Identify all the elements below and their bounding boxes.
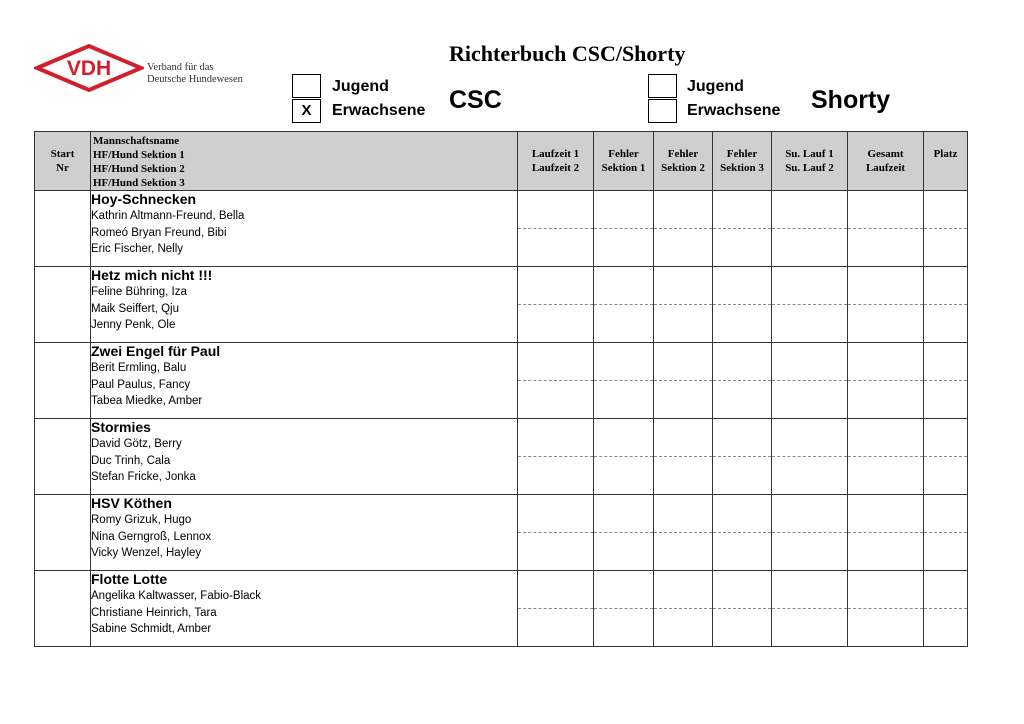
laufzeit-cell[interactable]: [518, 343, 594, 419]
dashed-divider: [518, 608, 593, 609]
gesamt-cell[interactable]: [848, 571, 924, 647]
header-fehler-1: Fehler Sektion 1: [594, 132, 654, 191]
dashed-divider: [654, 456, 712, 457]
shorty-jugend-label: Jugend: [687, 78, 744, 95]
start-nr-cell[interactable]: [35, 267, 91, 343]
su-lauf-cell[interactable]: [772, 343, 848, 419]
laufzeit-cell[interactable]: [518, 191, 594, 267]
dashed-divider: [713, 380, 771, 381]
dashed-divider: [654, 304, 712, 305]
table-row: [35, 343, 968, 419]
table-body: [35, 191, 968, 647]
gesamt-cell[interactable]: [848, 191, 924, 267]
dashed-divider: [848, 456, 923, 457]
fehler-1-cell[interactable]: [594, 495, 654, 571]
dashed-divider: [518, 456, 593, 457]
dashed-divider: [848, 608, 923, 609]
team-name: Stormies: [91, 419, 151, 435]
gesamt-cell[interactable]: [848, 495, 924, 571]
handler-dog: Angelika Kaltwasser, Fabio-Black: [91, 590, 262, 602]
handler-dog: David Götz, Berry: [91, 438, 182, 450]
start-nr-cell[interactable]: [35, 191, 91, 267]
dashed-divider: [848, 532, 923, 533]
su-lauf-cell[interactable]: [772, 191, 848, 267]
dashed-divider: [713, 304, 771, 305]
dashed-divider: [594, 304, 653, 305]
platz-cell[interactable]: [924, 343, 968, 419]
vdh-logo: [34, 44, 144, 92]
dashed-divider: [518, 532, 593, 533]
handler-dog: Romy Grizuk, Hugo: [91, 514, 192, 526]
header-team: Mannschaftsname HF/Hund Sektion 1 HF/Hund Sektion 2 HF/Hund Sektion 3: [91, 132, 518, 191]
fehler-2-cell[interactable]: [654, 571, 713, 647]
fehler-2-cell[interactable]: [654, 267, 713, 343]
dashed-divider: [594, 608, 653, 609]
fehler-1-cell[interactable]: [594, 419, 654, 495]
header-start-nr: Start Nr: [35, 132, 91, 191]
team-cell: [91, 191, 518, 267]
table-row: [35, 571, 968, 647]
start-nr-cell[interactable]: [35, 495, 91, 571]
handler-dog: Jenny Penk, Ole: [91, 319, 176, 331]
dashed-divider: [924, 304, 967, 305]
dashed-divider: [654, 228, 712, 229]
fehler-3-cell[interactable]: [713, 267, 772, 343]
fehler-2-cell[interactable]: [654, 495, 713, 571]
dashed-divider: [924, 608, 967, 609]
team-name: HSV Köthen: [91, 495, 172, 511]
table-row: [35, 267, 968, 343]
table-row: [35, 419, 968, 495]
logo-abbreviation: VDH: [66, 57, 112, 80]
team-cell: [91, 343, 518, 419]
handler-dog: Paul Paulus, Fancy: [91, 378, 191, 391]
fehler-2-cell[interactable]: [654, 343, 713, 419]
dashed-divider: [772, 380, 847, 381]
laufzeit-cell[interactable]: [518, 571, 594, 647]
csc-jugend-checkbox[interactable]: [292, 74, 321, 98]
team-name: Hoy-Schnecken: [91, 191, 197, 207]
page-title: Richterbuch CSC/Shorty: [449, 41, 686, 66]
su-lauf-cell[interactable]: [772, 267, 848, 343]
header-platz: Platz: [924, 132, 968, 191]
su-lauf-cell[interactable]: [772, 495, 848, 571]
dashed-divider: [924, 228, 967, 229]
gesamt-cell[interactable]: [848, 419, 924, 495]
logo-text: [147, 62, 243, 86]
dashed-divider: [772, 228, 847, 229]
dashed-divider: [594, 228, 653, 229]
start-nr-cell[interactable]: [35, 419, 91, 495]
handler-dog: Tabea Miedke, Amber: [91, 395, 203, 407]
fehler-1-cell[interactable]: [594, 267, 654, 343]
handler-dog: Christiane Heinrich, Tara: [91, 606, 217, 619]
laufzeit-cell[interactable]: [518, 495, 594, 571]
platz-cell[interactable]: [924, 191, 968, 267]
fehler-3-cell[interactable]: [713, 191, 772, 267]
team-cell: [91, 571, 518, 647]
dashed-divider: [772, 608, 847, 609]
csc-label: CSC: [449, 86, 502, 114]
dashed-divider: [772, 532, 847, 533]
fehler-1-cell[interactable]: [594, 343, 654, 419]
dashed-divider: [713, 532, 771, 533]
team-name: Hetz mich nicht !!!: [91, 267, 213, 283]
start-nr-cell[interactable]: [35, 343, 91, 419]
logo-line-2: Deutsche Hundewesen: [147, 74, 243, 85]
scoring-table: [34, 131, 968, 647]
gesamt-cell[interactable]: [848, 267, 924, 343]
fehler-3-cell[interactable]: [713, 343, 772, 419]
dashed-divider: [848, 228, 923, 229]
dashed-divider: [924, 380, 967, 381]
platz-cell[interactable]: [924, 571, 968, 647]
handler-dog: Nina Gerngroß, Lennox: [91, 530, 212, 543]
header-fehler-2: Fehler Sektion 2: [654, 132, 713, 191]
header-su-lauf: Su. Lauf 1 Su. Lauf 2: [772, 132, 848, 191]
fehler-2-cell[interactable]: [654, 191, 713, 267]
fehler-3-cell[interactable]: [713, 419, 772, 495]
dashed-divider: [713, 228, 771, 229]
dashed-divider: [772, 456, 847, 457]
handler-dog: Eric Fischer, Nelly: [91, 243, 184, 255]
shorty-jugend-checkbox[interactable]: [648, 74, 677, 98]
platz-cell[interactable]: [924, 419, 968, 495]
handler-dog: Duc Trinh, Cala: [91, 454, 171, 467]
shorty-label: Shorty: [811, 86, 891, 114]
su-lauf-cell[interactable]: [772, 571, 848, 647]
shorty-erwachsene-label: Erwachsene: [687, 102, 781, 119]
dashed-divider: [713, 608, 771, 609]
fehler-3-cell[interactable]: [713, 495, 772, 571]
dashed-divider: [654, 532, 712, 533]
dashed-divider: [654, 608, 712, 609]
platz-cell[interactable]: [924, 495, 968, 571]
dashed-divider: [594, 380, 653, 381]
dashed-divider: [654, 380, 712, 381]
dashed-divider: [518, 304, 593, 305]
dashed-divider: [594, 532, 653, 533]
dashed-divider: [518, 228, 593, 229]
gesamt-cell[interactable]: [848, 343, 924, 419]
table-header-row: [35, 132, 968, 191]
dashed-divider: [848, 380, 923, 381]
team-name: Flotte Lotte: [91, 571, 168, 587]
dashed-divider: [924, 456, 967, 457]
handler-dog: Maik Seiffert, Qju: [91, 302, 179, 315]
table-row: [35, 495, 968, 571]
dashed-divider: [594, 456, 653, 457]
platz-cell[interactable]: [924, 267, 968, 343]
csc-erwachsene-label: Erwachsene: [332, 102, 426, 119]
header-fehler-3: Fehler Sektion 3: [713, 132, 772, 191]
start-nr-cell[interactable]: [35, 571, 91, 647]
dashed-divider: [848, 304, 923, 305]
dashed-divider: [713, 456, 771, 457]
dashed-divider: [924, 532, 967, 533]
team-cell: [91, 267, 518, 343]
fehler-3-cell[interactable]: [713, 571, 772, 647]
dashed-divider: [518, 380, 593, 381]
handler-dog: Kathrin Altmann-Freund, Bella: [91, 210, 245, 222]
csc-jugend-label: Jugend: [332, 78, 389, 95]
team-name: Zwei Engel für Paul: [91, 343, 221, 359]
handler-dog: Stefan Fricke, Jonka: [91, 471, 196, 483]
csc-erwachsene-checkbox[interactable]: X: [292, 99, 321, 123]
fehler-1-cell[interactable]: [594, 191, 654, 267]
dashed-divider: [772, 304, 847, 305]
team-cell: [91, 495, 518, 571]
handler-dog: Vicky Wenzel, Hayley: [91, 547, 202, 559]
header-laufzeit: Laufzeit 1 Laufzeit 2: [518, 132, 594, 191]
handler-dog: Berit Ermling, Balu: [91, 362, 187, 374]
header-gesamt: Gesamt Laufzeit: [848, 132, 924, 191]
su-lauf-cell[interactable]: [772, 419, 848, 495]
laufzeit-cell[interactable]: [518, 419, 594, 495]
fehler-2-cell[interactable]: [654, 419, 713, 495]
handler-dog: Sabine Schmidt, Amber: [91, 623, 212, 635]
fehler-1-cell[interactable]: [594, 571, 654, 647]
handler-dog: Feline Bühring, Iza: [91, 286, 187, 298]
handler-dog: Romeó Bryan Freund, Bibi: [91, 226, 227, 239]
table-row: [35, 191, 968, 267]
team-cell: [91, 419, 518, 495]
laufzeit-cell[interactable]: [518, 267, 594, 343]
shorty-erwachsene-checkbox[interactable]: [648, 99, 677, 123]
logo-line-1: Verband für das: [147, 62, 214, 73]
